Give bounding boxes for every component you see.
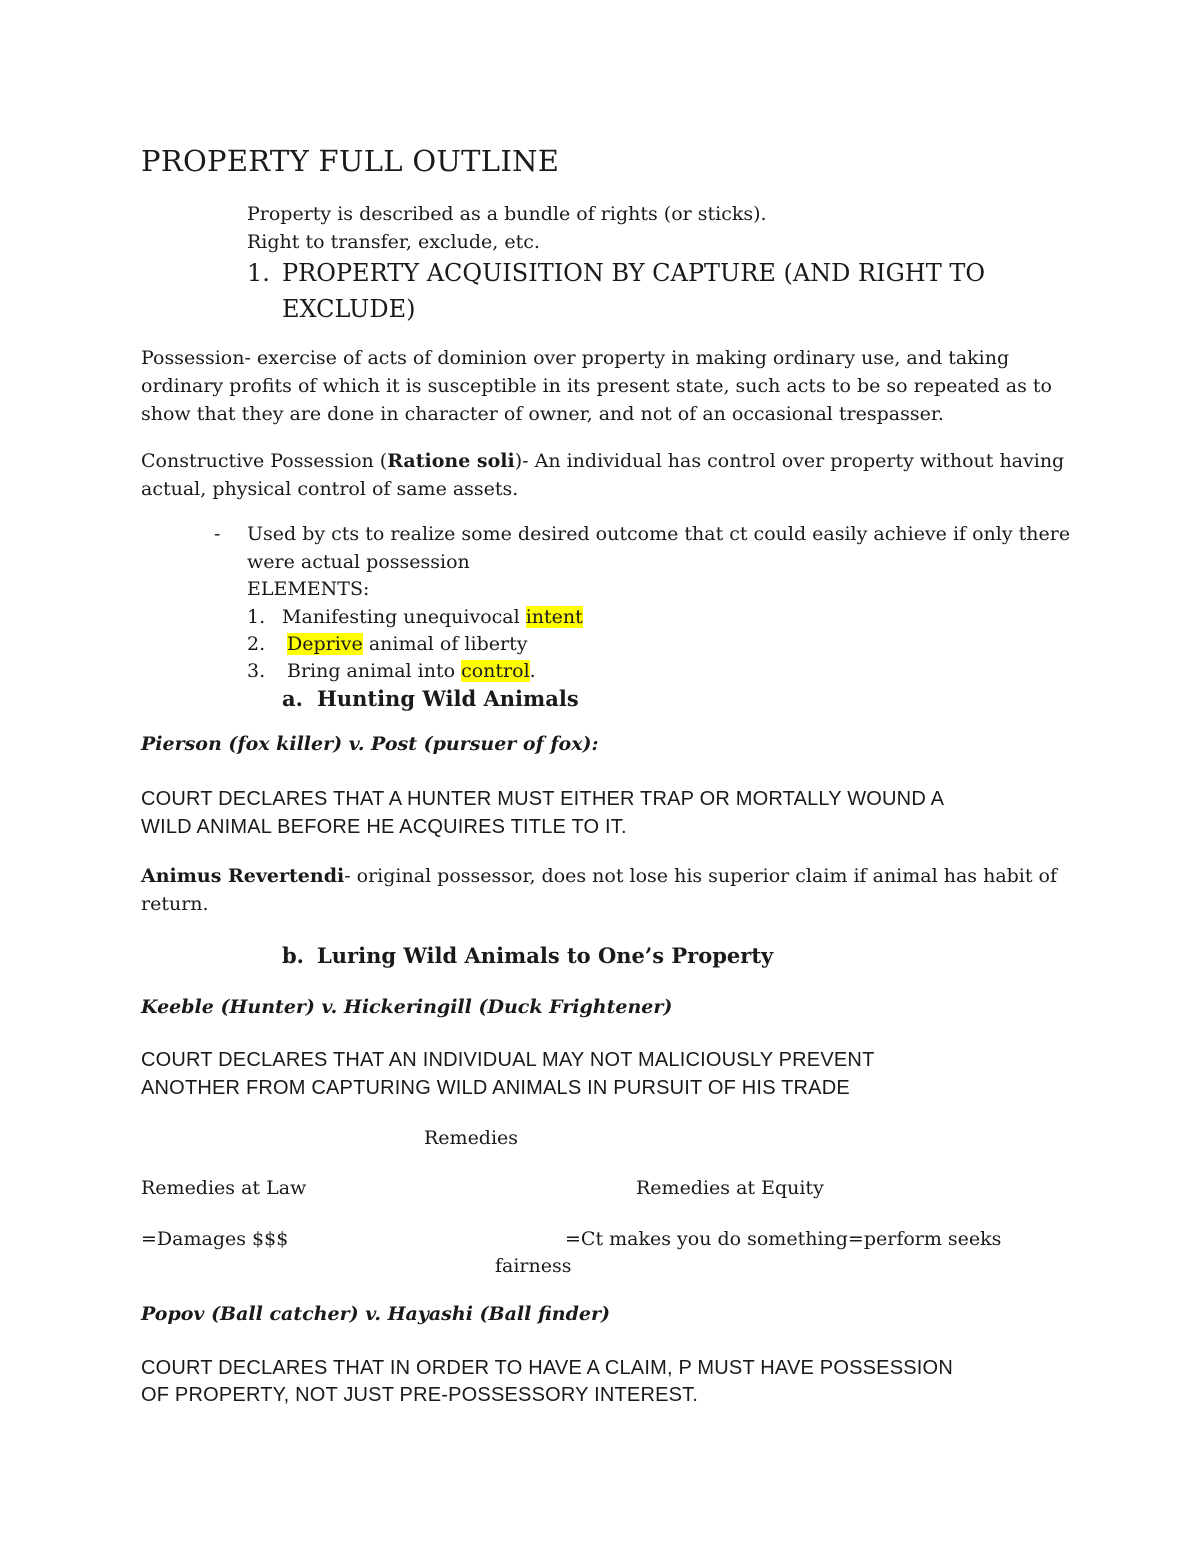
animus-term: Animus Revertendi [141,865,345,887]
case-holding: COURT DECLARES THAT A HUNTER MUST EITHER TRAP OR MORTALLY WOUND A [141,788,945,810]
animus-revertendi-cont: return. [141,893,209,915]
remedies-at-law-label: Remedies at Law [141,1177,307,1199]
section-1-heading-cont: EXCLUDE) [282,295,416,323]
remedies-heading: Remedies [424,1127,519,1149]
element-text: . [529,660,536,682]
element-item-1-number: 1. [247,606,266,628]
bullet-text-cont: were actual possession [247,551,470,573]
element-item-2 [287,630,527,658]
constructive-possession-cont: actual, physical control of same assets. [141,478,519,500]
element-text: Bring animal into [287,660,462,682]
remedies-at-law-value: =Damages $$$ [141,1228,289,1250]
bullet-dash: - [214,523,221,545]
case-title: Keeble (Hunter) v. Hickeringill (Duck Frightener) [141,996,673,1018]
constructive-suffix: )- An individual has control over property without having [514,450,1065,472]
remedies-at-equity-value-cont: fairness [495,1255,572,1277]
subsection-b-letter: b. [282,943,304,968]
element-item-3 [287,657,536,685]
element-text: animal of liberty [362,633,528,655]
element-item-2-number: 2. [247,633,266,655]
bullet-text: Used by cts to realize some desired outcome that ct could easily achieve if only there [247,523,1071,545]
constructive-prefix: Constructive Possession ( [141,450,388,472]
intro-line-1: Property is described as a bundle of rights (or sticks). [247,203,767,225]
case-holding-cont: OF PROPERTY, NOT JUST PRE-POSSESSORY INTEREST. [141,1384,699,1406]
possession-definition-cont: show that they are done in character of owner, and not of an occasional trespasser. [141,403,944,425]
remedies-at-equity-label: Remedies at Equity [636,1177,824,1199]
subsection-a-title: Hunting Wild Animals [317,686,579,711]
section-1-heading: PROPERTY ACQUISITION BY CAPTURE (AND RIGHT TO [282,259,986,287]
case-title: Pierson (fox killer) v. Post (pursuer of fox): [141,733,599,755]
case-holding: COURT DECLARES THAT IN ORDER TO HAVE A CLAIM, P MUST HAVE POSSESSION [141,1357,953,1379]
possession-definition-cont: ordinary profits of which it is susceptible in its present state, such acts to be so repeated as to [141,375,1052,397]
highlighted-text: Deprive [287,633,363,655]
constructive-possession [141,447,1064,475]
animus-revertendi [141,862,1057,890]
possession-definition: Possession- exercise of acts of dominion over property in making ordinary use, and taking [141,347,1010,369]
elements-label: ELEMENTS: [247,578,370,600]
element-item-3-number: 3. [247,660,266,682]
subsection-a-letter: a. [282,686,303,711]
case-title: Popov (Ball catcher) v. Hayashi (Ball finder) [141,1303,610,1325]
highlighted-text: control [461,660,530,682]
page-title: PROPERTY FULL OUTLINE [141,144,560,178]
element-text: Manifesting unequivocal [282,606,526,628]
animus-definition: - original possessor, does not lose his superior claim if animal has habit of [344,865,1058,887]
element-item-1 [282,603,583,631]
section-1-number: 1. [247,259,270,287]
remedies-at-equity-value: =Ct makes you do something=perform seeks [565,1228,1002,1250]
ratione-soli-term: Ratione soli [387,450,515,472]
case-holding-cont: ANOTHER FROM CAPTURING WILD ANIMALS IN PURSUIT OF HIS TRADE [141,1077,850,1099]
case-holding-cont: WILD ANIMAL BEFORE HE ACQUIRES TITLE TO IT. [141,816,627,838]
case-holding: COURT DECLARES THAT AN INDIVIDUAL MAY NOT MALICIOUSLY PREVENT [141,1049,875,1071]
subsection-b-title: Luring Wild Animals to One’s Property [317,943,774,968]
highlighted-text: intent [525,606,583,628]
intro-line-2: Right to transfer, exclude, etc. [247,231,540,253]
